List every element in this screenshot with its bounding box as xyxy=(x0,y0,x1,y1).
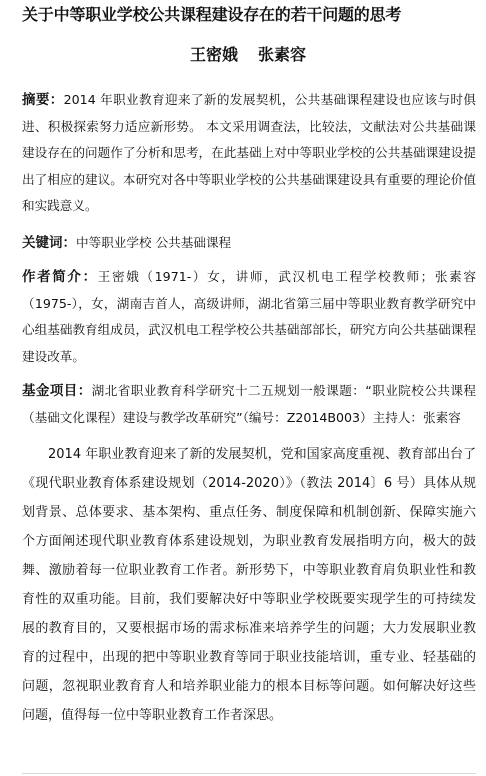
author-intro-section xyxy=(22,264,476,370)
author-intro-label: 作者简介： xyxy=(22,269,98,285)
abstract-section xyxy=(22,87,476,220)
body-paragraph: 2014 年职业教育迎来了新的发展契机，党和国家高度重视、教育部出台了《现代职业教育体系建设规划（2014-2020）》（教法 2014〕6 号）具体从规划背景、总体要求、基本架构、重点任务、制度保障和机制创新、保障实施六个方面阐述现代职业教育体系建设规划，为职业教育发展指明方向，极大的鼓舞、激励着每一位职业教育工作者。新形势下，中等职业教育肩负职业性和教育性的双重功能。目前，我们要解决好中等职业学校既要实现学生的可持续发展的教育目的，又要根据市场的需求标准来培养学生的问题；大力发展职业教育的过程中，出现的把中等职业教育等同于职业技能培训，重专业、轻基础的问题，忽视职业教育育人和培养职业能力的根本目标等问题。如何解决好这些问题，值得每一位中等职业教育工作者深思。 xyxy=(22,447,476,723)
fund-section xyxy=(22,378,476,431)
author-intro-text: 王密娥（1971-）女，讲师，武汉机电工程学校教师；张素容（1975-），女，湖南吉首人，高级讲师，湖北省第三届中等职业教育教学研究中心组基础教育组成员，武汉机电工程学校公共基础部部长，研究方向公共基础课程建设改革。 xyxy=(22,269,476,364)
keywords-text: 中等职业学校 公共基础课程 xyxy=(76,234,232,250)
author-name: 王密娥 xyxy=(189,45,238,64)
keywords-label: 关键词： xyxy=(22,234,76,251)
author-name: 张素容 xyxy=(258,45,307,64)
paper-title: 关于中等职业学校公共课程建设存在的若干问题的思考 xyxy=(22,5,402,24)
abstract-text: 2014 年职业教育迎来了新的发展契机，公共基础课程建设也应该与时俱进、积极探索努力适应新形势。 本文采用调查法，比较法，文献法对公共基础课建设存在的问题作了分析和思考，在此基础上对中等职业学校的公共基础课建设提出了相应的建议。本研究对各中等职业学校的公共基础课建设具有重要的理论价值和实践意义。 xyxy=(22,92,477,213)
keywords-section xyxy=(22,230,476,257)
page-bottom-rule xyxy=(22,773,476,774)
fund-label: 基金项目： xyxy=(22,383,92,399)
author-line xyxy=(22,44,476,66)
fund-text: 湖北省职业教育科学研究十二五规划一般课题：“职业院校公共课程（基础文化课程）建设与教学改革研究”（编号：Z2014B003）主持人：张素容 xyxy=(22,383,476,425)
abstract-label: 摘要： xyxy=(22,92,64,108)
